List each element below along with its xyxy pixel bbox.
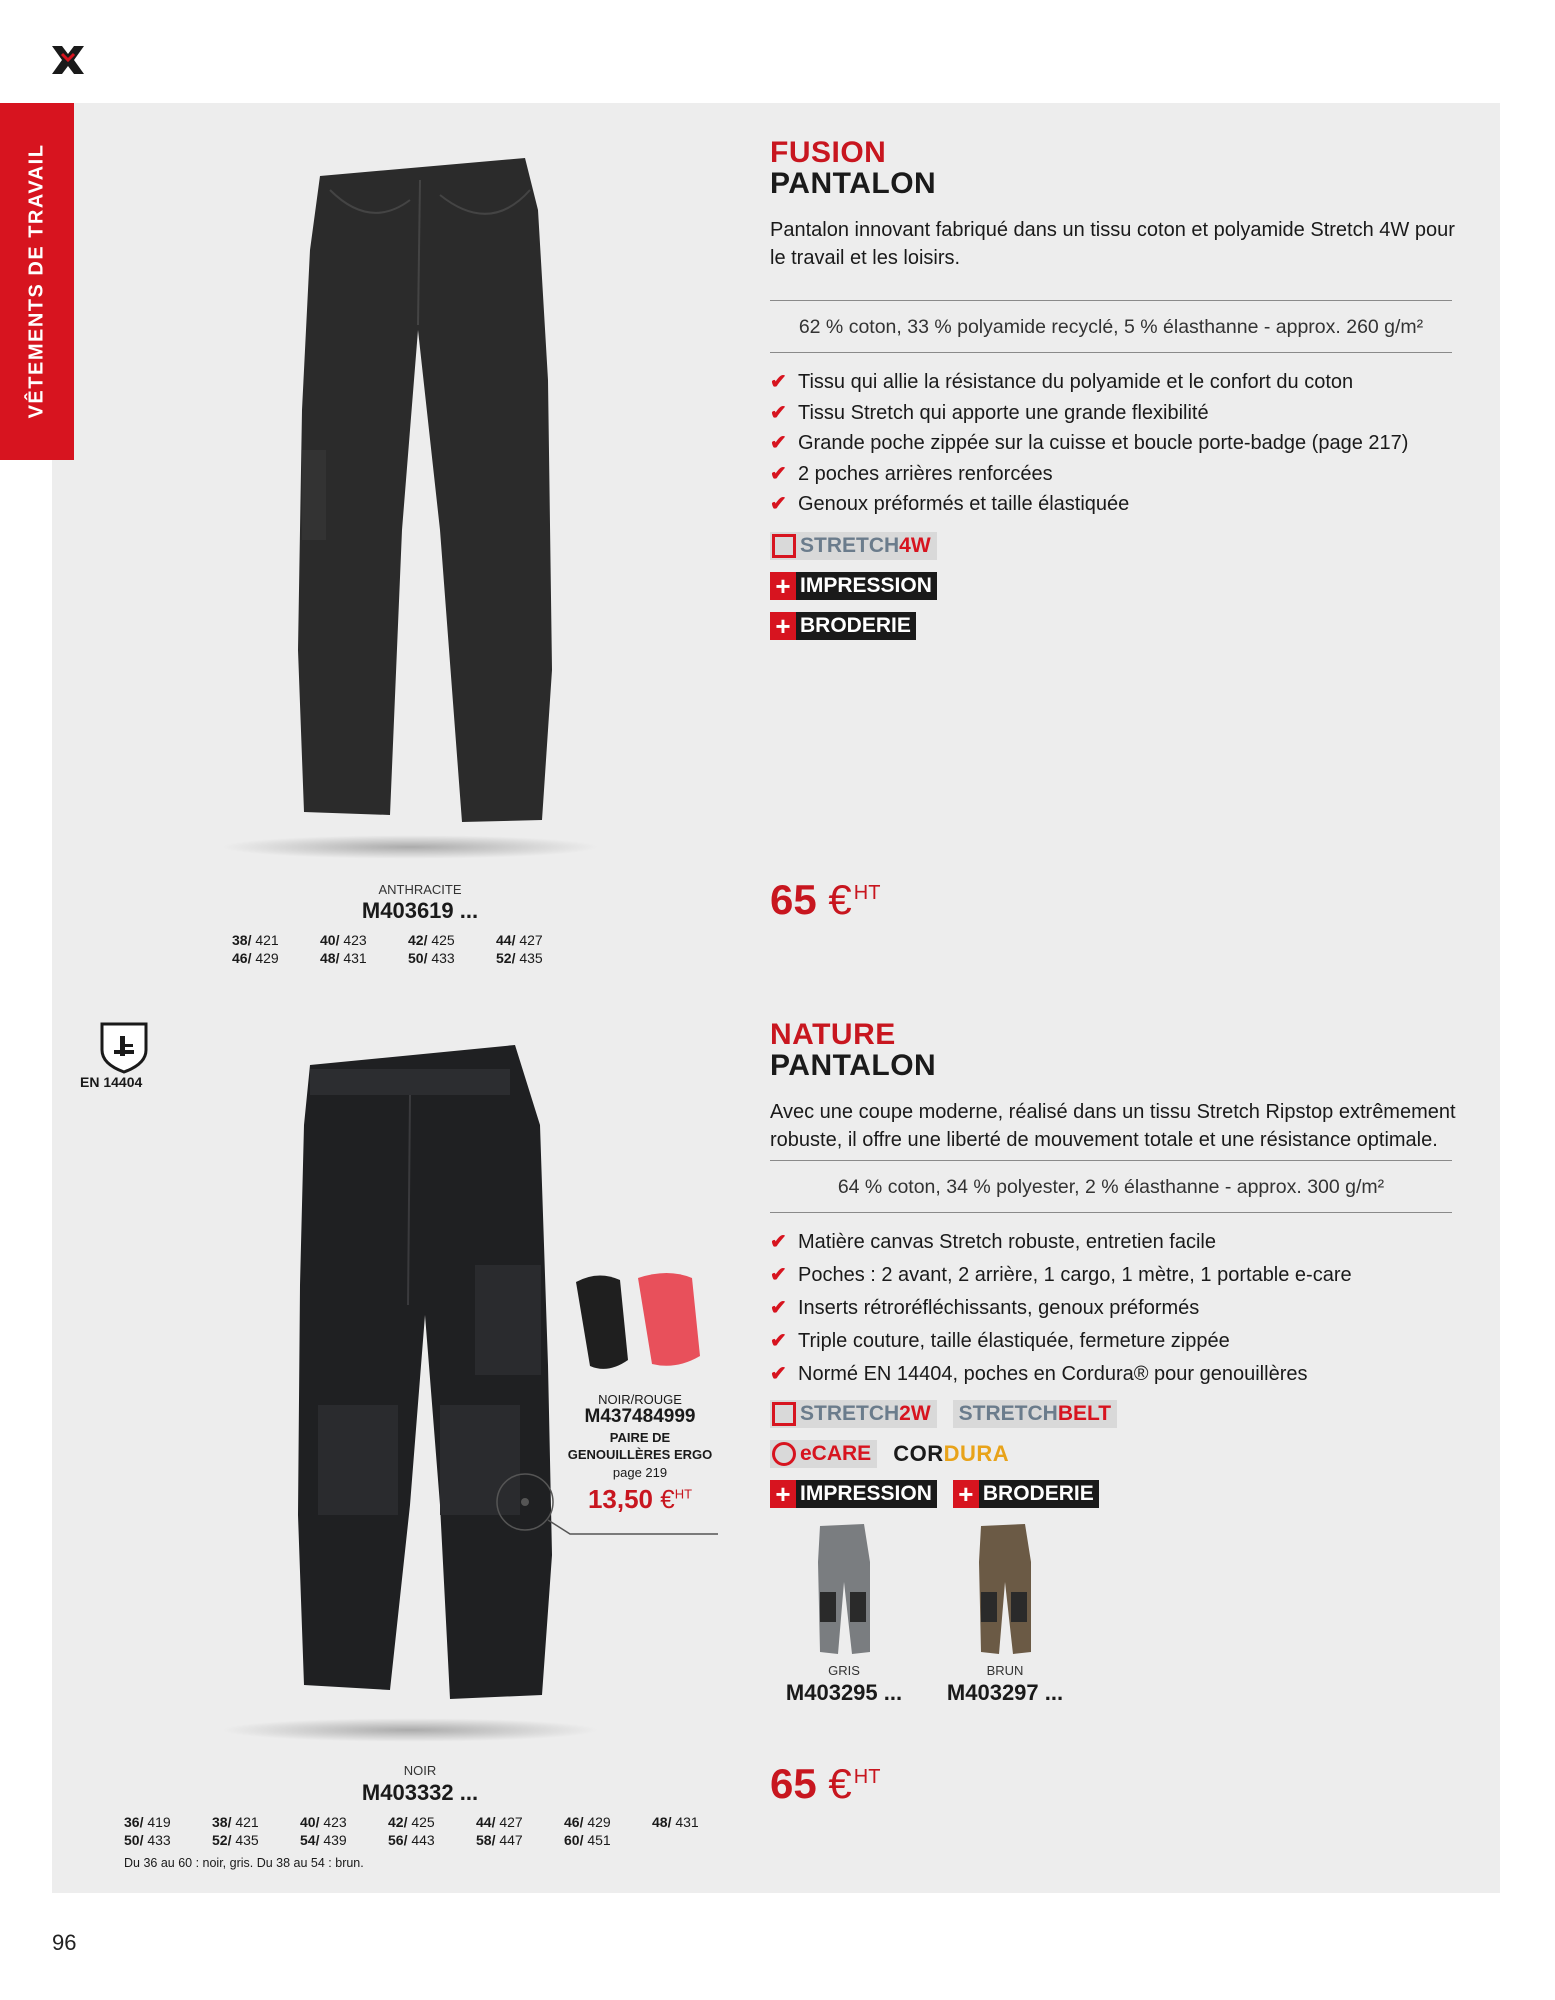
- nature-subtitle: PANTALON: [770, 1049, 937, 1082]
- size-cell: 38/ 421: [232, 932, 279, 948]
- fusion-composition: 62 % coton, 33 % polyamide recyclé, 5 % élasthanne - approx. 260 g/m²: [798, 316, 1424, 338]
- stretch-icon: [772, 1402, 796, 1426]
- plus-icon: +: [953, 1480, 979, 1508]
- size-cell: 38/ 421: [212, 1814, 259, 1830]
- nature-sizes-note: Du 36 au 60 : noir, gris. Du 38 au 54 : brun.: [124, 1856, 364, 1870]
- nature-size-table: [124, 1814, 740, 1848]
- feature-item: ✔ 2 poches arrières renforcées: [770, 459, 1408, 490]
- feature-item: ✔ Grande poche zippée sur la cuisse et boucle porte-badge (page 217): [770, 428, 1408, 459]
- check-icon: ✔: [770, 493, 787, 515]
- size-cell: 56/ 443: [388, 1832, 435, 1848]
- size-cell: 60/ 451: [564, 1832, 611, 1848]
- cordura-badge: COR DURA: [893, 1441, 1010, 1466]
- check-icon: ✔: [770, 1330, 787, 1352]
- stretch2w-badge: STRETCH 2W: [770, 1400, 937, 1428]
- size-cell: 42/ 425: [408, 932, 455, 948]
- stretch-icon: [772, 534, 796, 558]
- page-number: 96: [52, 1930, 77, 1955]
- fusion-ref: M403619 ...: [361, 898, 479, 923]
- fusion-shadow: [220, 835, 600, 859]
- size-cell: 52/ 435: [496, 950, 543, 966]
- fusion-price: 65 € $^{HT}$: [770, 876, 881, 923]
- fusion-description: Pantalon innovant fabriqué dans un tissu coton et polyamide Stretch 4W pour le travail et les loisirs.: [770, 219, 1455, 269]
- nature-color-label: NOIR: [403, 1763, 437, 1778]
- check-icon: ✔: [770, 371, 787, 393]
- plus-icon: +: [770, 572, 796, 600]
- size-cell: 58/ 447: [476, 1832, 523, 1848]
- fusion-color-label: ANTHRACITE: [378, 882, 462, 897]
- size-cell: 36/ 419: [124, 1814, 171, 1830]
- size-cell: 54/ 439: [300, 1832, 347, 1848]
- nature-price: 65 € $^{HT}$: [770, 1760, 881, 1807]
- feature-item: ✔ Matière canvas Stretch robuste, entretien facile: [770, 1226, 1352, 1259]
- nature-ref: M403332 ...: [361, 1780, 479, 1805]
- section-tab[interactable]: [0, 103, 74, 460]
- broderie-badge: + BRODERIE: [953, 1480, 1099, 1508]
- feature-item: ✔ Genoux préformés et taille élastiquée: [770, 489, 1408, 520]
- check-icon: ✔: [770, 462, 787, 485]
- feature-item: ✔ Triple couture, taille élastiquée, fermeture zippée: [770, 1325, 1352, 1358]
- feature-item: ✔ Normé EN 14404, poches en Cordura® pour genouillères: [770, 1358, 1352, 1391]
- check-icon: ✔: [770, 401, 787, 424]
- size-cell: 40/ 423: [320, 932, 367, 948]
- feature-item: ✔ Poches : 2 avant, 2 arrière, 1 cargo, 1 mètre, 1 portable e-care: [770, 1259, 1352, 1292]
- kneepads-color: NOIR/ROUGE: [598, 1392, 682, 1407]
- plus-icon: +: [770, 1480, 796, 1508]
- fusion-rule-bottom: [770, 352, 1452, 353]
- impression-badge: + IMPRESSION: [770, 1480, 937, 1508]
- size-cell: 48/ 431: [320, 950, 367, 966]
- ecare-icon: [772, 1442, 796, 1466]
- size-cell: 48/ 431: [652, 1814, 699, 1830]
- kneepads-name-line2: GENOUILLÈRES ERGO: [567, 1447, 713, 1462]
- impression-badge: + IMPRESSION: [770, 572, 937, 600]
- size-cell: 42/ 425: [388, 1814, 435, 1830]
- plus-icon: +: [770, 612, 796, 640]
- fusion-subtitle: PANTALON: [770, 167, 937, 200]
- kneepads-name-line1: PAIRE DE: [609, 1430, 671, 1445]
- stretch4w-badge: STRETCH 4W: [770, 532, 937, 560]
- size-cell: 46/ 429: [564, 1814, 611, 1830]
- nature-rule-bottom: [770, 1212, 1452, 1213]
- size-cell: 50/ 433: [408, 950, 455, 966]
- size-cell: 50/ 433: [124, 1832, 171, 1848]
- brun-color-label: BRUN: [986, 1663, 1024, 1678]
- nature-rule-top: [770, 1160, 1452, 1161]
- kneepads-image: [568, 1270, 708, 1380]
- fusion-size-table: [232, 932, 584, 966]
- gris-pants-thumbnail: [814, 1522, 874, 1657]
- feature-item: ✔ Tissu qui allie la résistance du polyamide et le confort du coton: [770, 367, 1408, 398]
- brand-logo-icon: [48, 40, 88, 80]
- section-tab-label: VÊTEMENTS DE TRAVAIL: [25, 143, 48, 419]
- nature-composition: 64 % coton, 34 % polyester, 2 % élasthanne - approx. 300 g/m²: [837, 1176, 1385, 1198]
- check-icon: ✔: [770, 1363, 787, 1385]
- size-cell: 52/ 435: [212, 1832, 259, 1848]
- kneepads-page: page 219: [612, 1465, 668, 1480]
- en14404-shield-icon: [96, 1020, 152, 1074]
- fusion-pants-image: [290, 150, 560, 830]
- brun-pants-thumbnail: [975, 1522, 1035, 1657]
- stretchbelt-badge: STRETCH BELT: [953, 1400, 1117, 1428]
- ecare-badge: eCARE: [770, 1440, 877, 1468]
- nature-feature-list: [770, 1226, 1352, 1391]
- check-icon: ✔: [770, 1264, 787, 1286]
- callout-line: [490, 1470, 720, 1540]
- kneepads-ref: M437484999: [584, 1406, 696, 1427]
- size-cell: 44/ 427: [476, 1814, 523, 1830]
- nature-pants-image: [290, 1035, 560, 1705]
- gris-ref: M403295 ...: [785, 1680, 903, 1705]
- check-icon: ✔: [770, 1297, 787, 1319]
- gris-color-label: GRIS: [828, 1663, 860, 1678]
- check-icon: ✔: [770, 432, 787, 454]
- nature-description: Avec une coupe moderne, réalisé dans un tissu Stretch Ripstop extrêmement robuste, il offre une liberté de mouvement totale et une résistance optimale.: [770, 1101, 1456, 1151]
- kneepads-price: 13,50 €$^{HT}$: [587, 1484, 693, 1514]
- nature-title: NATURE: [770, 1018, 896, 1051]
- fusion-rule-top: [770, 300, 1452, 301]
- en14404-label: EN 14404: [80, 1074, 143, 1090]
- nature-shadow: [220, 1718, 600, 1742]
- size-cell: 44/ 427: [496, 932, 543, 948]
- brun-ref: M403297 ...: [946, 1680, 1064, 1705]
- size-cell: 40/ 423: [300, 1814, 347, 1830]
- fusion-title: FUSION: [770, 136, 887, 169]
- broderie-badge: + BRODERIE: [770, 612, 916, 640]
- feature-item: ✔ Inserts rétroréfléchissants, genoux préformés: [770, 1292, 1352, 1325]
- feature-item: ✔ Tissu Stretch qui apporte une grande flexibilité: [770, 398, 1408, 429]
- size-cell: 46/ 429: [232, 950, 279, 966]
- check-icon: ✔: [770, 1231, 787, 1253]
- fusion-feature-list: [770, 367, 1408, 520]
